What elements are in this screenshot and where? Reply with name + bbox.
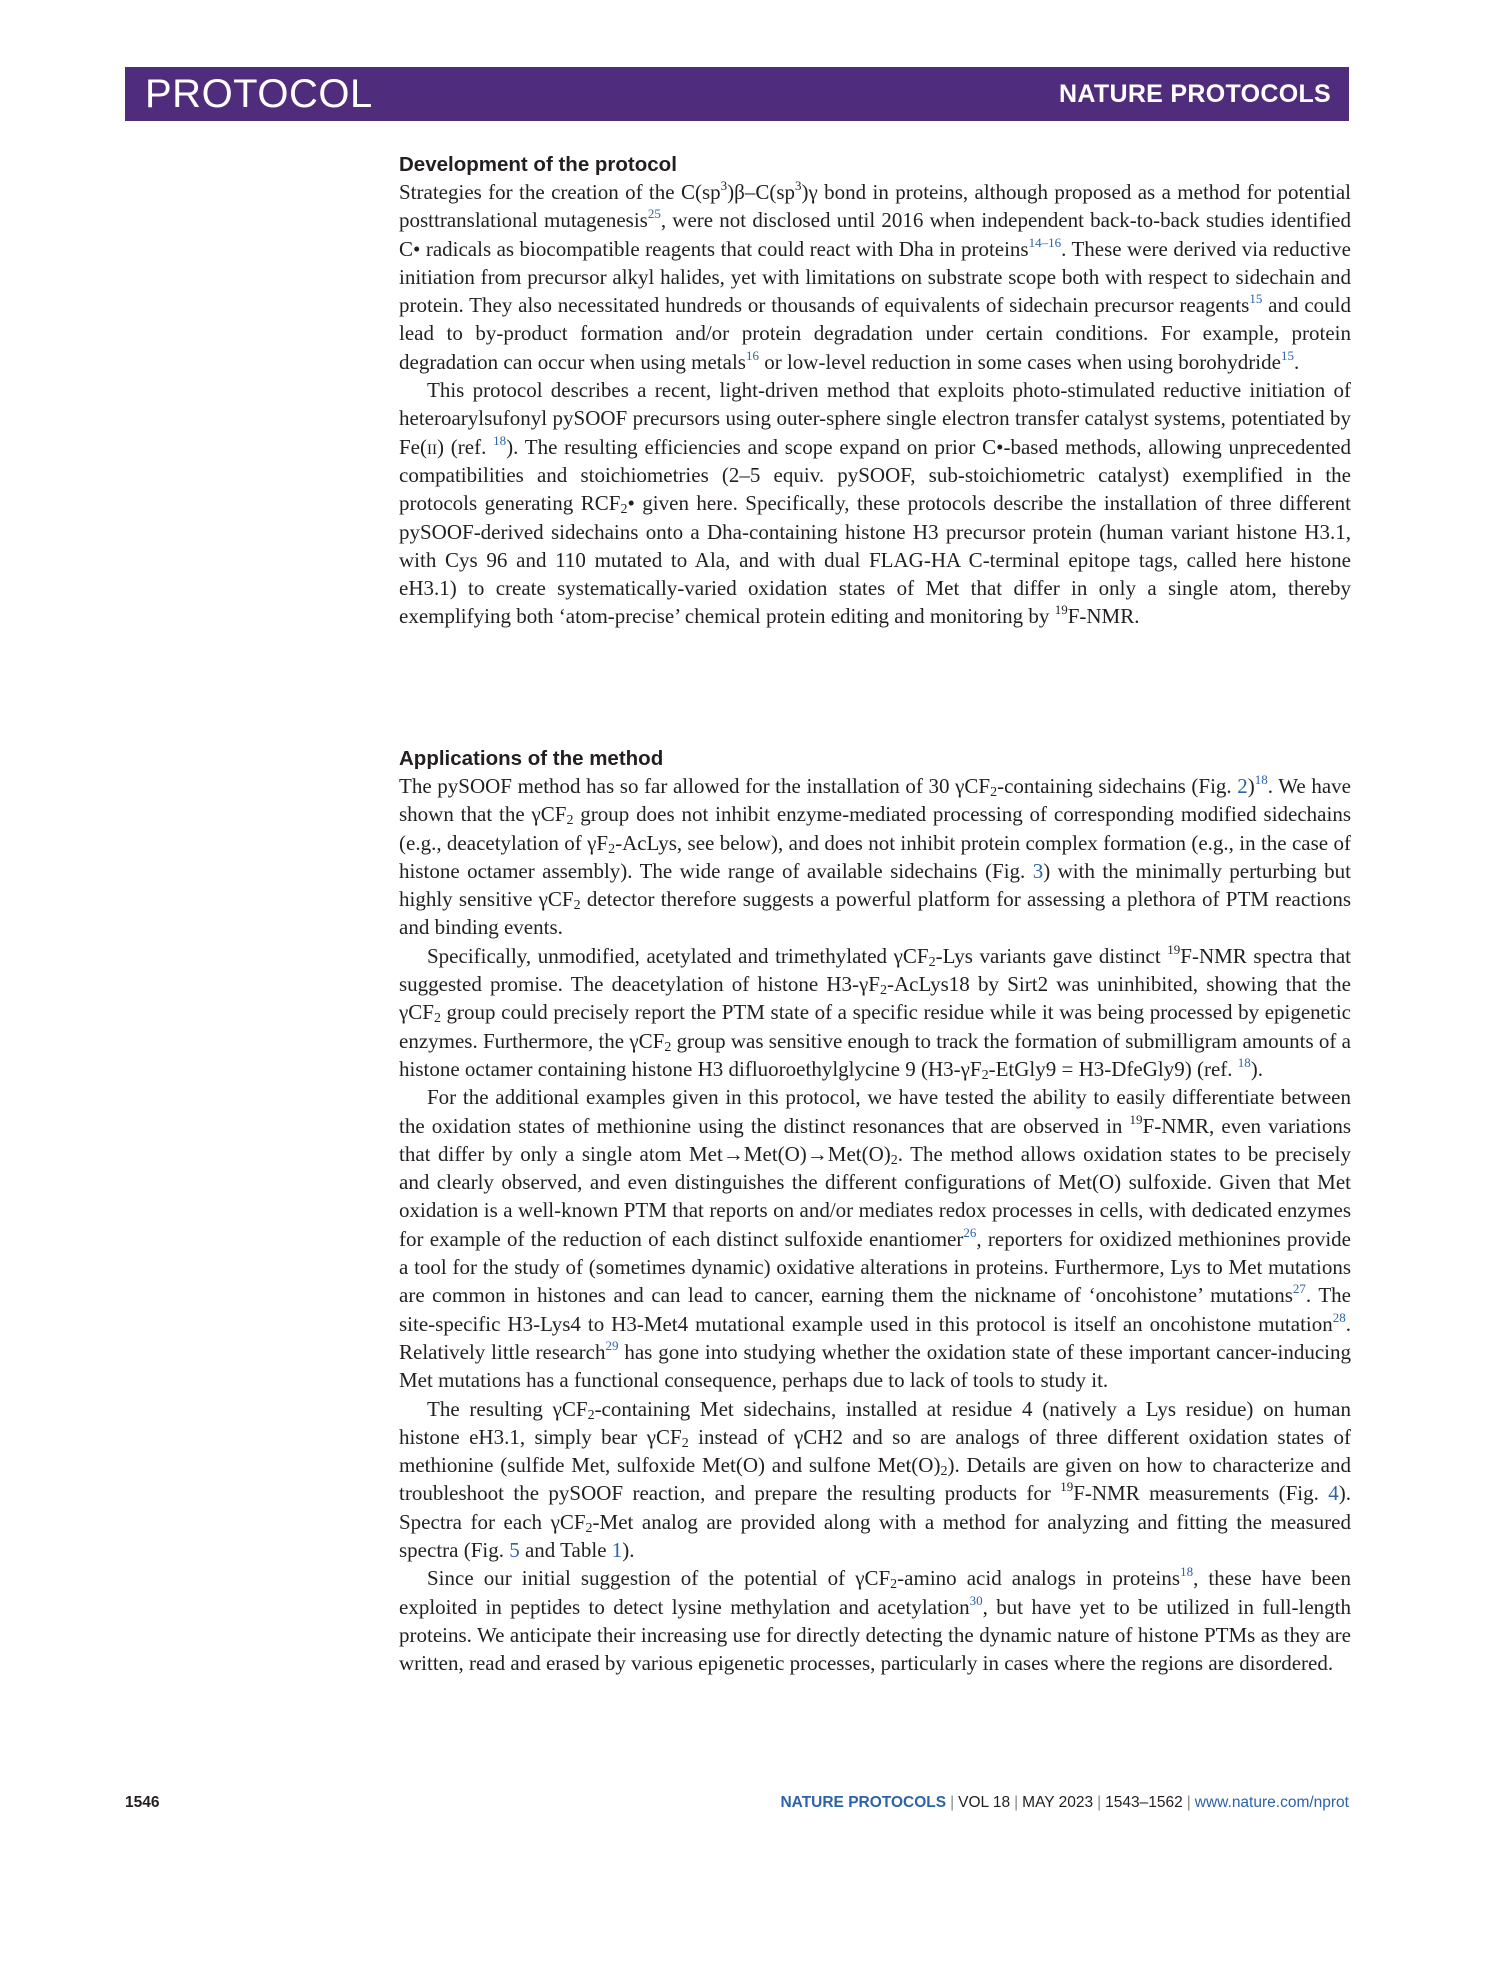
journal-url-link[interactable]: www.nature.com/nprot [1194,1794,1349,1811]
applications-paragraph-4: The resulting γCF$_2$-containing Met sidechains, installed at residue 4 (natively a Lys residue) on human histone eH3.1, simply bear γCF$_2$ instead of γCH2 and so are analogs of three different oxidation states of methionine (sulfide Met, sulfoxide Met(O) and sulfone $Met(O)_2$). Details are given on how to characterize and troubleshoot the pySOOF reaction, and prepare the resulting products for $^{19}$F-NMR measurements (Fig. 4). Spectra for each γCF$_2$-Met analog are provided along with a method for analyzing and fitting the measured spectra (Fig. 5 and Table 1). [399,1396,1351,1563]
applications-paragraph-1: The pySOOF method has so far allowed for the installation of 30 γCF$_2$-containing sidechains (Fig. 2)$^{18}$. We have shown that the γCF$_2$ group does not inhibit enzyme-mediated processing of corresponding modified sidechains (e.g., deacetylation of $\gamma F_2$-AcLys, see below), and does not inhibit protein complex formation (e.g., in the case of histone octamer assembly). The wide range of available sidechains (Fig. 3) with the minimally perturbing but highly sensitive γCF$_2$ detector therefore suggests a powerful platform for assessing a plethora of PTM reactions and binding events. [399,772,1351,940]
section-label: PROTOCOL [145,71,373,116]
citation-link[interactable]: 16 [745,347,759,363]
applications-paragraph-3: For the additional examples given in this protocol, we have tested the ability to easily differentiate between the oxidation states of methionine using the distinct resonances that are observed in $^{19}$F-NMR, even variations that differ by only a single atom $Met\to Met(O)\to Met(O)_2$. The method allows oxidation states to be precisely and clearly observed, and even distinguishes the different configurations of Met(O) sulfoxide. Given that Met oxidation is a well-known PTM that reports on and/or mediates redox processes in cells, with dedicated enzymes for example of the reduction of each distinct sulfoxide enantiomer$^{26}$, reporters for oxidized methionines provide a tool for the study of (sometimes dynamic) oxidative alterations in proteins. Furthermore, Lys to Met mutations are common in histones and can lead to cancer, earning them the nickname of ‘oncohistone’ mutations$^{27}$. The site-specific H3-Lys4 to H3-Met4 mutational example used in this protocol is itself an oncohistone mutation$^{28}$. Relatively little research$^{29}$ has gone into studying whether the oxidation state of these important cancer-inducing Met mutations has a functional consequence, perhaps due to lack of tools to study it. [399,1085,1351,1393]
citation-link[interactable]: 29 [605,1337,619,1353]
applications-heading: Applications of the method [399,747,664,770]
development-paragraph-2: This protocol describes a recent, light-driven method that exploits photo-stimulated reductive initiation of heteroarylsufonyl pySOOF precursors using outer-sphere single electron transfer catalyst systems, potentiated by Fe(ii) (ref. $^{18}$). The resulting efficiencies and scope expand on prior C•-based methods, allowing unprecedented compatibilities and stoichiometries (2–5 equiv. pySOOF, sub-stoichiometric catalyst) exemplified in the protocols generating $RCF_2•$ given here. Specifically, these protocols describe the installation of three different pySOOF-derived sidechains onto a Dha-containing histone H3 precursor protein (human variant histone H3.1, with Cys 96 and 110 mutated to Ala, and with dual FLAG-HA C-terminal epitope tags, called here histone eH3.1) to create systematically-varied oxidation states of Met that differ in only a single atom, thereby exemplifying both ‘atom-precise’ chemical protein editing and monitoring by $^{19}$F-NMR. [399,378,1351,629]
journal-name: NATURE PROTOCOLS [1059,79,1331,108]
figure-link[interactable]: 4 [1328,1481,1339,1506]
page-number: 1546 [125,1794,160,1811]
page-range: 1543–1562 [1105,1794,1183,1811]
citation-link[interactable]: 30 [969,1592,983,1608]
citation-link[interactable]: 18 [1237,1054,1251,1070]
footer-journal-name: NATURE PROTOCOLS [780,1794,947,1811]
separator: | [1186,1794,1191,1811]
citation-link[interactable]: 14–16 [1028,234,1062,250]
applications-paragraph-2: Specifically, unmodified, acetylated and trimethylated γCF$_2$-Lys variants gave distinct $^{19}$F-NMR spectra that suggested promise. The deacetylation of histone $H3-\gamma F_2-AcLys18$ by Sirt2 was uninhibited, showing that the γCF$_2$ group could precisely report the PTM state of a specific residue while it was being processed by epigenetic enzymes. Furthermore, the γCF$_2$ group was sensitive enough to track the formation of submilligram amounts of a histone octamer containing histone H3 difluoroethylglycine 9 ($H3-\gamma F_2-EtGly9$ = H3-DfeGly9) (ref. $^{18}$). [399,941,1352,1083]
figure-link[interactable]: 3 [1032,858,1044,883]
development-heading: Development of the protocol [399,153,677,176]
journal-citation [780,1794,1349,1812]
applications-section [399,746,1351,1678]
page-header-banner [125,67,1349,121]
separator: | [950,1794,955,1811]
applications-paragraph-5: Since our initial suggestion of the potential of γCF$_2$-amino acid analogs in proteins$^{18}$, these have been exploited in peptides to detect lysine methylation and acetylation$^{30}$, but have yet to be utilized in full-length proteins. We anticipate their increasing use for directly detecting the dynamic nature of histone PTMs as they are written, read and erased by various epigenetic processes, particularly in cases where the regions are disordered. [399,1564,1351,1676]
citation-link[interactable]: 26 [963,1224,977,1240]
page-footer [125,1794,1349,1816]
separator: | [1014,1794,1019,1811]
citation-link[interactable]: 28 [1332,1309,1346,1325]
issue-date: MAY 2023 [1022,1794,1094,1811]
development-section [399,152,1351,631]
separator: | [1097,1794,1102,1811]
table-link[interactable]: 1 [611,1538,623,1563]
development-paragraph-1: Strategies for the creation of the $C(sp^3)\beta-C(sp^3)\gamma$ bond in proteins, although proposed as a method for potential posttranslational mutagenesis$^{25}$, were not disclosed until 2016 when independent back-to-back studies identified C• radicals as biocompatible reagents that could react with Dha in proteins$^{14-16}$. These were derived via reductive initiation from precursor alkyl halides, yet with limitations on substrate scope both with respect to sidechain and protein. They also necessitated hundreds or thousands of equivalents of sidechain precursor reagents$^{15}$ and could lead to by-product formation and/or protein degradation under certain conditions. For example, protein degradation can occur when using metals$^{16}$ or low-level reduction in some cases when using borohydride$^{15}$. [399,178,1351,374]
citation-link[interactable]: 15 [1280,347,1294,363]
citation-link[interactable]: 15 [1249,291,1263,307]
citation-link[interactable]: 18 [1180,1564,1194,1580]
figure-link[interactable]: 2 [1237,774,1248,798]
volume: VOL 18 [958,1794,1011,1811]
citation-link[interactable]: 25 [647,206,661,222]
citation-link[interactable]: 18 [1254,772,1268,787]
figure-link[interactable]: 5 [509,1538,520,1563]
citation-link[interactable]: 18 [493,432,507,448]
citation-link[interactable]: 27 [1292,1281,1306,1297]
